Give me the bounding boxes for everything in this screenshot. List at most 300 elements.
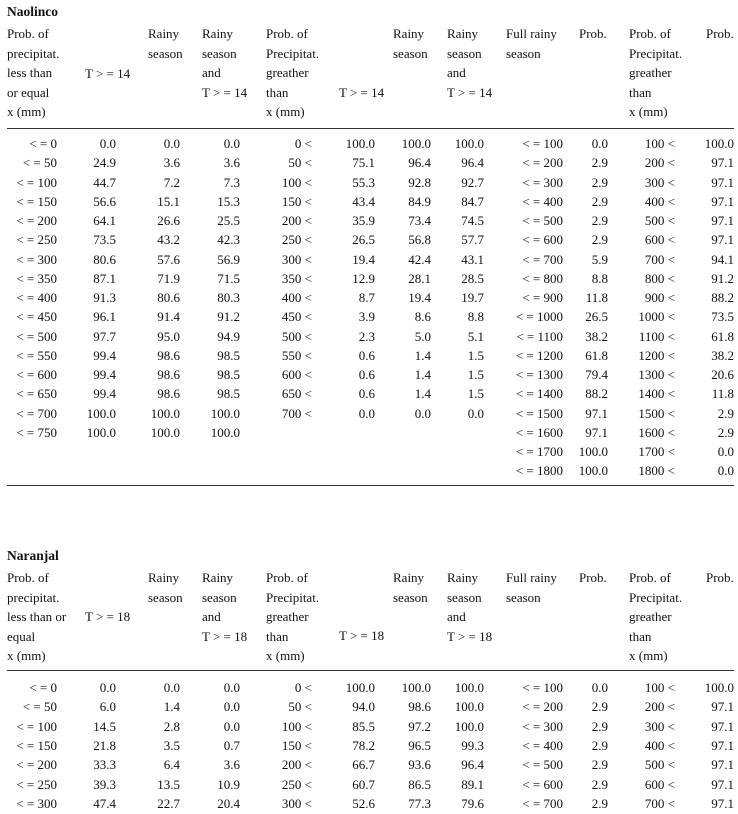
cell-rainy: 1.4 [163,699,180,715]
table-row [0,173,738,192]
column-header-rainy-2: Rainy season [393,26,428,61]
cell-le-x: < = 250 [16,776,57,792]
cell-t-ge: 96.1 [93,309,116,325]
cell-prob: 5.9 [591,251,608,267]
cell-gt-x-2: 100 < [644,136,675,151]
cell-prob-2: 97.1 [711,232,734,248]
cell-rainy-and-t-2: 19.7 [461,290,484,305]
cell-prob-2: 97.1 [711,776,734,792]
cell-t-ge: 99.4 [93,367,116,382]
cell-rainy-2: 92.8 [408,174,431,190]
cell-le-x: < = 600 [16,367,57,382]
cell-rainy-and-t: 56.9 [217,251,240,267]
column-header-t-ge: T > = 18 [85,609,131,624]
column-header-rainy: Rainy season [148,26,183,61]
table-row [0,307,738,326]
cell-rainy-2: 98.6 [408,699,431,715]
cell-full-rainy: < = 800 [522,270,563,286]
cell-gt-x-2: 600 < [644,776,675,792]
cell-t-ge: 64.1 [93,213,116,228]
cell-le-x: < = 150 [16,738,57,754]
cell-gt-x-2: 200 < [644,155,675,171]
table-row [0,288,738,307]
cell-rainy-and-t-2: 100.0 [454,136,484,151]
cell-full-rainy: < = 900 [522,290,563,305]
cell-gt-x-2: 1100 < [638,328,675,344]
cell-gt-x-2: 1400 < [638,386,675,402]
cell-rainy-and-t-2: 1.5 [467,347,484,363]
cell-rainy: 2.8 [163,718,180,734]
cell-full-rainy: < = 1200 [515,347,563,363]
cell-t-ge: 87.1 [93,270,116,286]
cell-t-ge: 14.5 [93,718,116,734]
cell-t-ge-2: 85.5 [352,718,375,734]
cell-rainy-and-t: 15.3 [217,193,240,209]
cell-prob: 38.2 [585,328,608,344]
cell-rainy-and-t: 100.0 [210,424,240,440]
cell-gt-x-2: 700 < [644,796,675,812]
cell-rainy: 3.5 [163,738,180,754]
table-row [0,192,738,211]
cell-t-ge-2: 12.9 [352,270,375,286]
cell-full-rainy: < = 400 [522,193,563,209]
cell-rainy: 57.6 [157,251,180,267]
table-row [0,230,738,249]
cell-t-ge: 56.6 [93,193,116,209]
cell-t-ge-2: 19.4 [352,251,375,267]
cell-t-ge: 33.3 [93,757,116,773]
cell-gt-x: 550 < [281,347,312,363]
cell-prob: 100.0 [578,463,608,479]
cell-le-x: < = 150 [16,193,57,209]
cell-rainy: 100.0 [150,424,180,440]
column-header-full-rainy: Full rainy season [506,26,557,61]
cell-t-ge: 99.4 [93,386,116,402]
cell-gt-x-2: 800 < [644,270,675,286]
column-header-t-ge-2: T > = 14 [339,85,385,100]
cell-rainy-and-t-2: 96.4 [461,155,484,171]
cell-rainy-and-t: 0.0 [223,680,240,695]
cell-t-ge-2: 0.0 [358,405,375,421]
cell-rainy: 0.0 [163,136,180,151]
cell-rainy-and-t-2: 92.7 [461,174,484,190]
cell-prob-2: 91.2 [711,270,734,286]
cell-rainy-and-t-2: 79.6 [461,796,484,812]
cell-gt-x: 450 < [281,309,312,325]
table-row [0,404,738,423]
cell-t-ge-2: 0.6 [358,347,375,363]
column-header-gt-x: Prob. of Precipitat. greather than x (mm) [266,26,320,119]
cell-prob-2: 97.1 [711,193,734,209]
cell-le-x: < = 50 [22,699,57,715]
cell-gt-x-2: 300 < [644,174,675,190]
cell-rainy: 80.6 [157,290,180,305]
table-row [0,755,738,774]
cell-prob-2: 97.1 [711,155,734,171]
cell-full-rainy: < = 1400 [515,386,563,402]
column-header-prob: Prob. [579,26,607,41]
cell-prob: 97.1 [585,405,608,421]
cell-rainy-and-t: 10.9 [217,776,240,792]
cell-gt-x-2: 500 < [644,213,675,228]
cell-rainy-2: 86.5 [408,776,431,792]
cell-prob-2: 100.0 [704,680,734,695]
cell-le-x: < = 700 [16,405,57,421]
cell-full-rainy: < = 300 [522,718,563,734]
column-header-rainy-and-t: Rainy season and T > = 18 [202,570,248,644]
cell-rainy: 26.6 [157,213,180,228]
cell-rainy-and-t: 91.2 [217,309,240,325]
table-row [0,134,738,153]
cell-rainy: 91.4 [157,309,180,325]
cell-gt-x-2: 400 < [644,193,675,209]
cell-rainy-and-t-2: 96.4 [461,757,484,773]
cell-rainy: 22.7 [157,796,180,812]
cell-gt-x-2: 900 < [644,290,675,305]
cell-t-ge-2: 78.2 [352,738,375,754]
cell-rainy: 100.0 [150,405,180,421]
cell-gt-x: 50 < [288,699,312,715]
cell-gt-x: 400 < [281,290,312,305]
cell-prob: 2.9 [591,718,608,734]
cell-prob-2: 2.9 [717,405,734,421]
cell-gt-x-2: 200 < [644,699,675,715]
cell-prob: 2.9 [591,174,608,190]
cell-t-ge: 99.4 [93,347,116,363]
cell-prob: 2.9 [591,796,608,812]
cell-t-ge: 24.9 [93,155,116,171]
column-header-prob-2: Prob. [706,26,734,41]
cell-prob: 2.9 [591,193,608,209]
cell-t-ge: 0.0 [99,680,116,695]
cell-rainy: 15.1 [157,193,180,209]
cell-prob: 11.8 [585,290,608,305]
cell-rainy-and-t: 100.0 [210,405,240,421]
cell-rainy-and-t-2: 1.5 [467,367,484,382]
cell-rainy-and-t-2: 89.1 [461,776,484,792]
cell-t-ge-2: 94.0 [352,699,375,715]
cell-t-ge: 80.6 [93,251,116,267]
cell-gt-x: 250 < [281,776,312,792]
cell-full-rainy: < = 600 [522,776,563,792]
cell-prob: 0.0 [591,136,608,151]
cell-gt-x: 200 < [281,757,312,773]
cell-rainy-and-t: 0.0 [223,136,240,151]
cell-rainy-and-t: 25.5 [217,213,240,228]
cell-prob-2: 100.0 [704,136,734,151]
cell-rainy: 7.2 [163,174,180,190]
cell-gt-x-2: 1800 < [638,463,675,479]
cell-rainy-and-t: 71.5 [217,270,240,286]
cell-gt-x: 100 < [281,718,312,734]
cell-prob-2: 97.1 [711,213,734,228]
cell-t-ge-2: 0.6 [358,386,375,402]
cell-rainy: 95.0 [157,328,180,344]
cell-prob-2: 38.2 [711,347,734,363]
cell-le-x: < = 300 [16,796,57,812]
cell-t-ge: 47.4 [93,796,116,812]
cell-le-x: < = 650 [16,386,57,402]
cell-prob-2: 94.1 [711,251,734,267]
cell-prob-2: 97.1 [711,757,734,773]
cell-t-ge-2: 0.6 [358,367,375,382]
cell-prob: 2.9 [591,757,608,773]
cell-rainy-and-t: 0.7 [223,738,240,754]
cell-le-x: < = 50 [22,155,57,171]
cell-gt-x: 600 < [281,367,312,382]
cell-prob-2: 73.5 [711,309,734,325]
cell-le-x: < = 100 [16,174,57,190]
cell-prob-2: 97.1 [711,699,734,715]
cell-gt-x-2: 600 < [644,232,675,248]
table-title: Naolinco [7,4,59,19]
cell-prob-2: 97.1 [711,174,734,190]
cell-gt-x: 300 < [281,251,312,267]
table-row [0,736,738,755]
cell-rainy-2: 97.2 [408,718,431,734]
cell-prob: 26.5 [585,309,608,325]
cell-rainy-and-t-2: 84.7 [461,193,484,209]
cell-le-x: < = 300 [16,251,57,267]
cell-t-ge-2: 66.7 [352,757,375,773]
cell-t-ge-2: 35.9 [352,213,375,228]
table-row [0,365,738,384]
cell-t-ge-2: 8.7 [358,290,375,305]
table-bottom-rule [7,485,734,486]
cell-t-ge: 100.0 [86,405,116,421]
cell-gt-x: 650 < [281,386,312,402]
cell-rainy-2: 73.4 [408,213,431,228]
column-header-prob: Prob. [579,570,607,585]
cell-full-rainy: < = 100 [522,680,563,695]
cell-gt-x-2: 500 < [644,757,675,773]
cell-rainy-and-t-2: 74.5 [461,213,484,228]
cell-rainy-and-t-2: 5.1 [467,328,484,344]
cell-full-rainy: < = 200 [522,699,563,715]
cell-t-ge-2: 55.3 [352,174,375,190]
table-row [0,794,738,813]
cell-full-rainy: < = 200 [522,155,563,171]
cell-le-x: < = 100 [16,718,57,734]
cell-gt-x: 150 < [281,738,312,754]
table-row [0,250,738,269]
column-header-rainy-and-t: Rainy season and T > = 14 [202,26,248,100]
cell-gt-x-2: 100 < [644,680,675,695]
cell-prob-2: 97.1 [711,738,734,754]
cell-gt-x: 300 < [281,796,312,812]
column-header-le-x: Prob. of precipitat. less than or equal x (mm) [7,26,60,119]
column-header-prob-2: Prob. [706,570,734,585]
cell-gt-x: 200 < [281,213,312,228]
cell-t-ge-2: 100.0 [345,680,375,695]
cell-rainy-2: 96.5 [408,738,431,754]
cell-rainy-2: 1.4 [414,347,431,363]
cell-prob: 100.0 [578,444,608,459]
cell-rainy-2: 28.1 [408,270,431,286]
cell-rainy-and-t: 80.3 [217,290,240,305]
cell-prob-2: 20.6 [711,367,734,382]
cell-prob: 97.1 [585,424,608,440]
cell-le-x: < = 750 [16,424,57,440]
cell-gt-x: 500 < [281,328,312,344]
cell-le-x: < = 450 [16,309,57,325]
cell-rainy-2: 93.6 [408,757,431,773]
cell-rainy: 71.9 [157,270,180,286]
table-row [0,211,738,230]
cell-full-rainy: < = 1300 [515,367,563,382]
cell-t-ge-2: 43.4 [352,193,375,209]
cell-t-ge-2: 3.9 [358,309,375,325]
cell-t-ge: 73.5 [93,232,116,248]
cell-gt-x-2: 700 < [644,251,675,267]
cell-gt-x-2: 1000 < [638,309,675,325]
cell-le-x: < = 350 [16,270,57,286]
cell-rainy-and-t-2: 100.0 [454,680,484,695]
cell-prob: 8.8 [591,270,608,286]
cell-rainy: 43.2 [157,232,180,248]
cell-gt-x: 50 < [288,155,312,171]
cell-prob-2: 0.0 [717,444,734,459]
cell-le-x: < = 400 [16,290,57,305]
column-header-rainy-2: Rainy season [393,570,428,605]
cell-rainy-2: 77.3 [408,796,431,812]
cell-gt-x: 150 < [281,193,312,209]
cell-gt-x-2: 1700 < [638,444,675,459]
cell-rainy-and-t: 7.3 [223,174,240,190]
table-row [0,717,738,736]
table-row [0,384,738,403]
table-row [0,678,738,697]
column-header-t-ge: T > = 14 [85,66,131,81]
cell-rainy-2: 19.4 [408,290,431,305]
cell-prob: 2.9 [591,738,608,754]
cell-rainy: 98.6 [157,386,180,402]
cell-rainy: 98.6 [157,367,180,382]
cell-le-x: < = 250 [16,232,57,248]
cell-gt-x: 250 < [281,232,312,248]
cell-prob: 2.9 [591,213,608,228]
cell-gt-x: 0 < [294,136,312,151]
header-divider [7,128,734,129]
cell-prob: 0.0 [591,680,608,695]
cell-le-x: < = 0 [29,136,57,151]
cell-rainy-and-t: 98.5 [217,367,240,382]
cell-full-rainy: < = 500 [522,213,563,228]
cell-rainy-and-t: 3.6 [223,757,240,773]
cell-rainy-2: 0.0 [414,405,431,421]
cell-gt-x: 100 < [281,174,312,190]
cell-prob-2: 97.1 [711,718,734,734]
column-header-rainy-and-t-2: Rainy season and T > = 18 [447,570,493,644]
column-header-gt-x-2: Prob. of Precipitat. greather than x (mm) [629,570,683,663]
cell-t-ge-2: 26.5 [352,232,375,248]
cell-rainy-and-t: 0.0 [223,718,240,734]
cell-rainy-2: 84.9 [408,193,431,209]
cell-prob-2: 2.9 [717,424,734,440]
table-row [0,775,738,794]
cell-rainy-and-t-2: 57.7 [461,232,484,248]
cell-prob-2: 11.8 [711,386,734,402]
cell-gt-x-2: 300 < [644,718,675,734]
cell-full-rainy: < = 700 [522,796,563,812]
cell-rainy: 3.6 [163,155,180,171]
cell-full-rainy: < = 1100 [516,328,563,344]
cell-t-ge: 97.7 [93,328,116,344]
cell-rainy: 0.0 [163,680,180,695]
cell-rainy-2: 5.0 [414,328,431,344]
cell-rainy-and-t: 98.5 [217,347,240,363]
cell-rainy-and-t: 3.6 [223,155,240,171]
cell-rainy-and-t: 42.3 [217,232,240,248]
cell-prob: 2.9 [591,776,608,792]
cell-full-rainy: < = 100 [522,136,563,151]
cell-t-ge-2: 100.0 [345,136,375,151]
cell-prob: 2.9 [591,699,608,715]
cell-prob: 61.8 [585,347,608,363]
cell-rainy-2: 96.4 [408,155,431,171]
cell-le-x: < = 200 [16,213,57,228]
cell-rainy-2: 100.0 [401,136,431,151]
cell-full-rainy: < = 300 [522,174,563,190]
table-row [0,423,738,442]
cell-full-rainy: < = 1000 [515,309,563,325]
cell-prob: 2.9 [591,232,608,248]
cell-t-ge: 0.0 [99,136,116,151]
cell-le-x: < = 0 [29,680,57,695]
column-header-gt-x: Prob. of Precipitat. greather than x (mm) [266,570,320,663]
cell-rainy-2: 1.4 [414,367,431,382]
cell-gt-x-2: 400 < [644,738,675,754]
cell-rainy-2: 8.6 [414,309,431,325]
cell-t-ge: 91.3 [93,290,116,305]
cell-rainy-and-t-2: 100.0 [454,699,484,715]
cell-prob-2: 0.0 [717,463,734,479]
column-header-rainy: Rainy season [148,570,183,605]
cell-gt-x-2: 1200 < [638,347,675,363]
cell-gt-x-2: 1600 < [638,424,675,440]
cell-rainy: 6.4 [163,757,180,773]
cell-gt-x-2: 1500 < [638,405,675,421]
cell-le-x: < = 500 [16,328,57,344]
cell-full-rainy: < = 1800 [515,463,563,479]
cell-prob-2: 88.2 [711,290,734,305]
column-header-gt-x-2: Prob. of Precipitat. greather than x (mm) [629,26,683,119]
cell-full-rainy: < = 1500 [515,405,563,421]
cell-rainy: 98.6 [157,347,180,363]
cell-prob-2: 97.1 [711,796,734,812]
cell-rainy-and-t-2: 28.5 [461,270,484,286]
table-row [0,697,738,716]
column-header-rainy-and-t-2: Rainy season and T > = 14 [447,26,493,100]
cell-t-ge: 6.0 [99,699,116,715]
column-header-t-ge-2: T > = 18 [339,628,385,643]
cell-t-ge: 44.7 [93,174,116,190]
cell-rainy-2: 56.8 [408,232,431,248]
cell-gt-x-2: 1300 < [638,367,675,382]
cell-full-rainy: < = 500 [522,757,563,773]
cell-le-x: < = 550 [16,347,57,363]
cell-le-x: < = 200 [16,757,57,773]
cell-gt-x: 350 < [281,270,312,286]
column-header-full-rainy: Full rainy season [506,570,557,605]
cell-full-rainy: < = 1600 [515,424,563,440]
header-divider [7,670,734,671]
cell-t-ge-2: 75.1 [352,155,375,171]
cell-rainy-and-t-2: 43.1 [461,251,484,267]
cell-rainy: 13.5 [157,776,180,792]
cell-full-rainy: < = 1700 [515,444,563,459]
cell-t-ge: 39.3 [93,776,116,792]
